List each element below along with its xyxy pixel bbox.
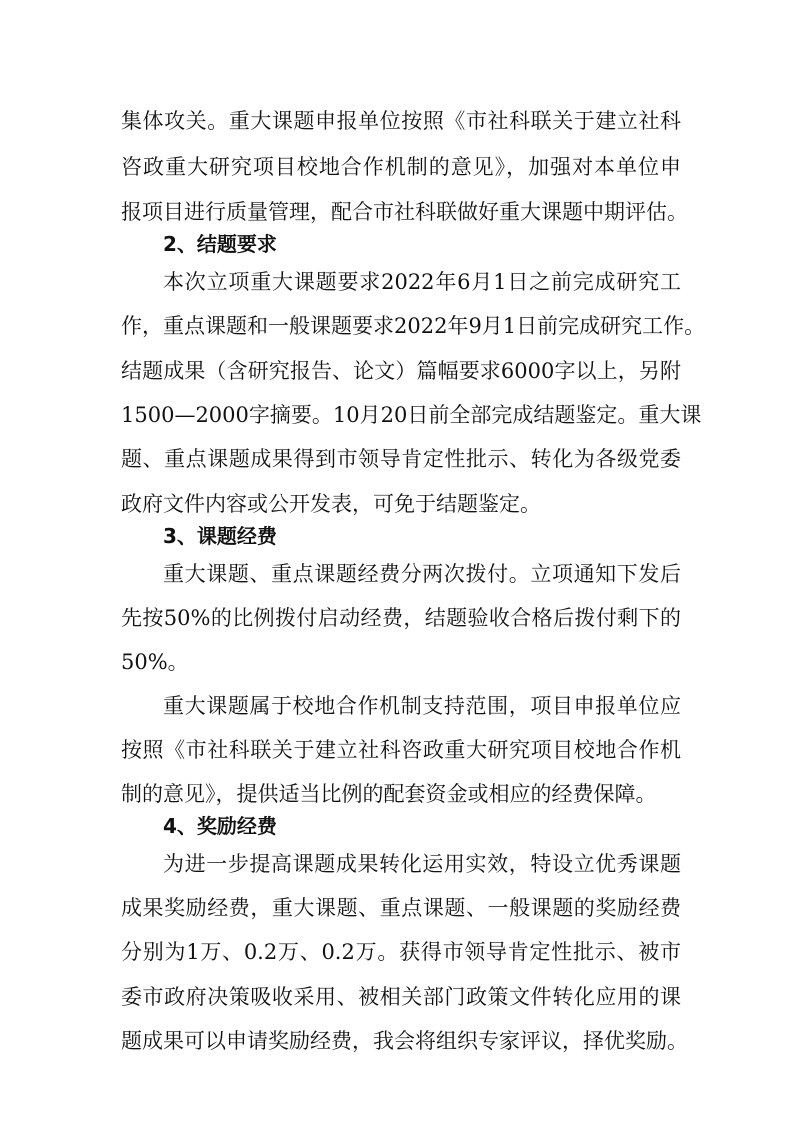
paragraph-line: 为进一步提高课题成果转化运用实效，特设立优秀课题 (163, 852, 681, 876)
section-heading-conclusion-requirements: 2、结题要求 (163, 232, 277, 256)
paragraph-line: 咨政重大研究项目校地合作机制的意见》，加强对本单位申 (121, 155, 681, 179)
paragraph-line: 分别为1万、0.2万、0.2万。获得市领导肯定性批示、被市 (121, 940, 681, 964)
paragraph-line: 1500—2000字摘要。10月20日前全部完成结题鉴定。重大课 (121, 403, 702, 427)
paragraph-line: 集体攻关。重大课题申报单位按照《市社科联关于建立社科 (121, 109, 681, 133)
paragraph-line: 题成果可以申请奖励经费，我会将组织专家评议，择优奖励。 (121, 1029, 688, 1053)
paragraph-line: 先按50%的比例拨付启动经费，结题验收合格后拨付剩下的 (121, 606, 681, 630)
paragraph-line: 报项目进行质量管理，配合市社科联做好重大课题中期评估。 (121, 200, 688, 224)
paragraph-line: 本次立项重大课题要求2022年6月1日之前完成研究工 (163, 270, 681, 294)
paragraph-line: 重大课题、重点课题经费分两次拨付。立项通知下发后 (163, 562, 681, 586)
paragraph-line: 制的意见》，提供适当比例的配套资金或相应的经费保障。 (121, 782, 657, 806)
paragraph-line: 政府文件内容或公开发表，可免于结题鉴定。 (121, 492, 541, 516)
paragraph-line: 按照《市社科联关于建立社科咨政重大研究项目校地合作机 (121, 738, 681, 762)
section-heading-reward-funding: 4、奖励经费 (163, 814, 277, 838)
paragraph-line: 作，重点课题和一般课题要求2022年9月1日前完成研究工作。 (121, 314, 706, 338)
paragraph-line: 50%。 (121, 650, 189, 674)
paragraph-line: 委市政府决策吸收采用、被相关部门政策文件转化应用的课 (121, 985, 681, 1009)
paragraph-line: 题、重点课题成果得到市领导肯定性批示、转化为各级党委 (121, 447, 681, 471)
paragraph-line: 重大课题属于校地合作机制支持范围，项目申报单位应 (163, 694, 681, 718)
paragraph-line: 结题成果（含研究报告、论文）篇幅要求6000字以上，另附 (121, 359, 681, 383)
paragraph-line: 成果奖励经费，重大课题、重点课题、一般课题的奖励经费 (121, 896, 681, 920)
section-heading-project-funding: 3、课题经费 (163, 524, 277, 548)
